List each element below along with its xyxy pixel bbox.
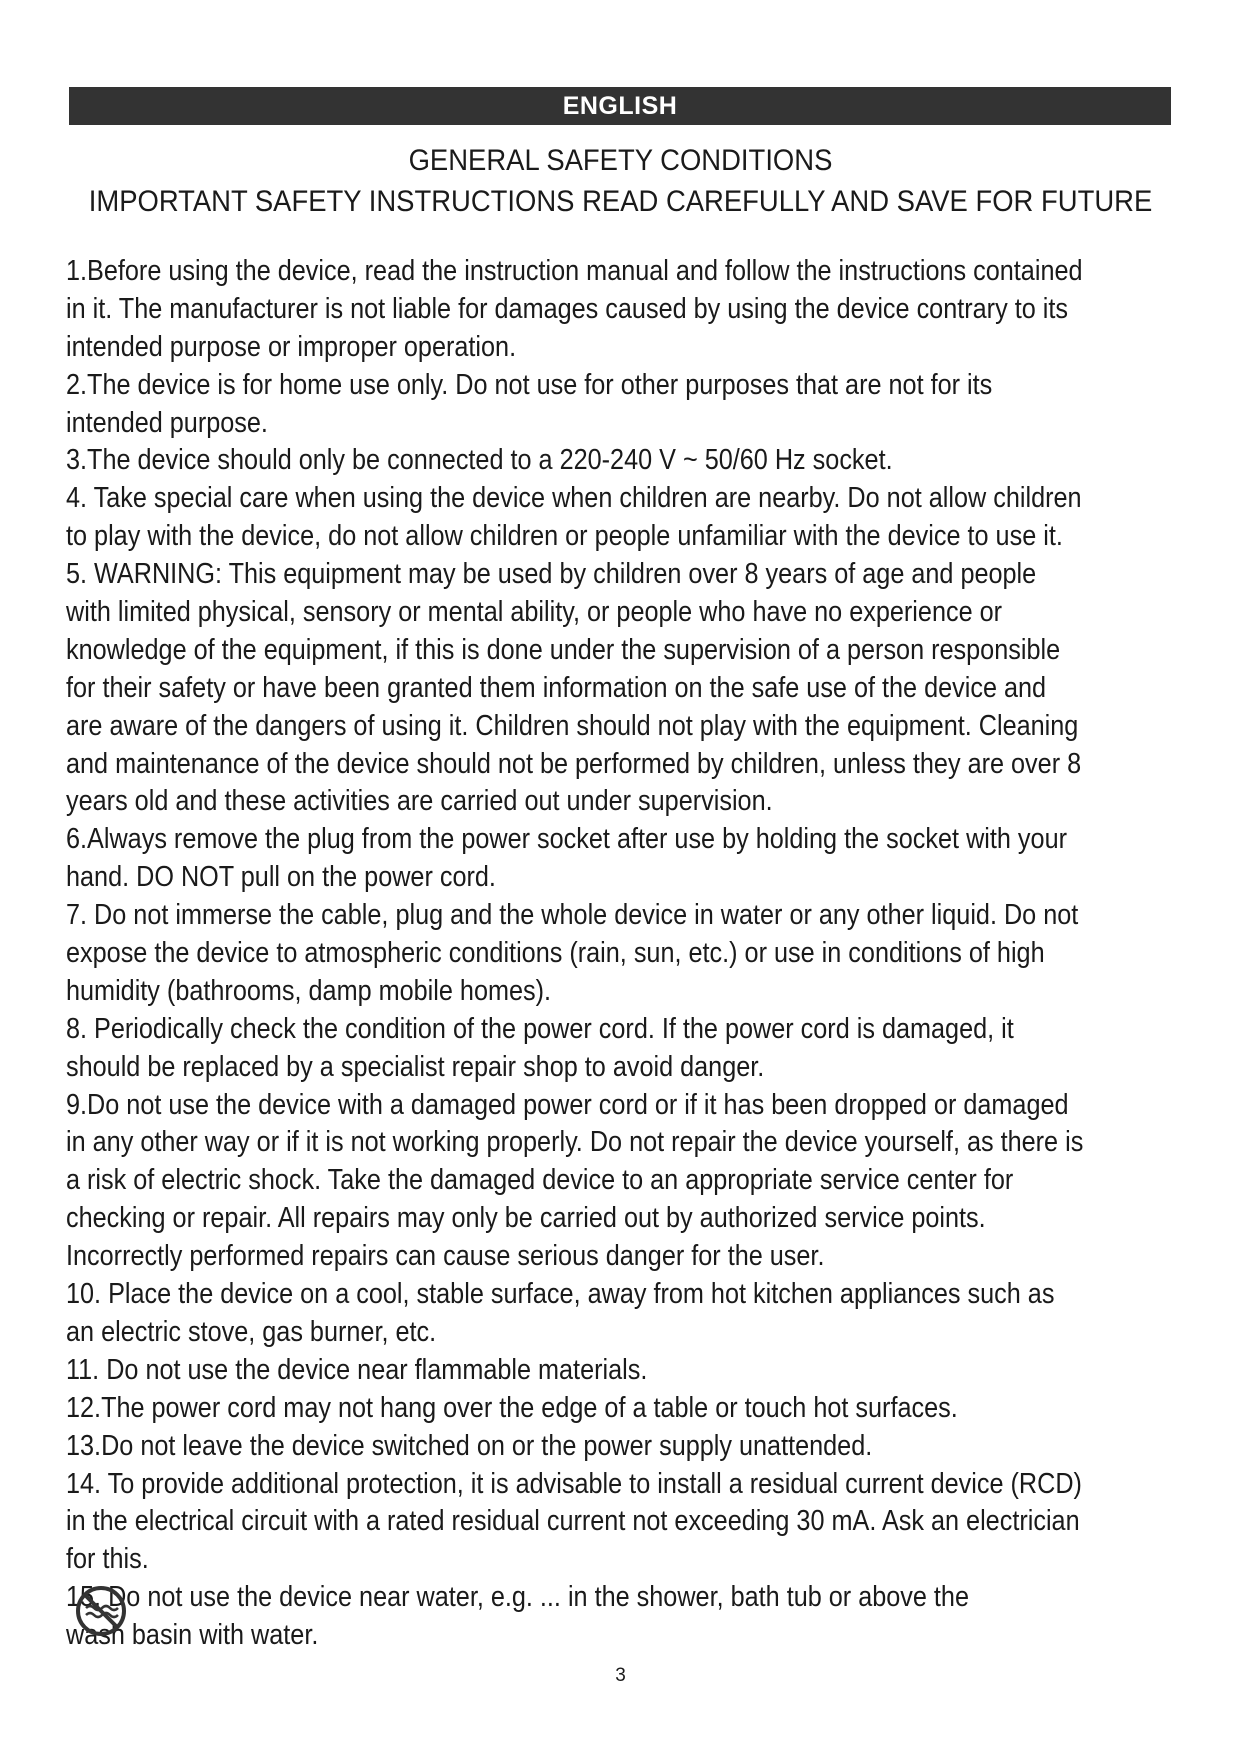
text-line: and maintenance of the device should not be performed by children, unless they are over 8 — [66, 747, 1082, 780]
text-line: 6.Always remove the plug from the power socket after use by holding the socket with your — [66, 823, 1068, 856]
text-line: knowledge of the equipment, if this is done under the supervision of a person responsible — [66, 633, 1061, 666]
no-water-icon — [74, 1584, 128, 1638]
text-line: 1.Before using the device, read the instruction manual and follow the instructions contained — [66, 255, 1083, 287]
text-line: in the electrical circuit with a rated residual current not exceeding 30 mA. Ask an electrician — [66, 1505, 1080, 1538]
text-line: 5. WARNING: This equipment may be used by children over 8 years of age and people — [66, 558, 1037, 591]
text-line: in it. The manufacturer is not liable for damages caused by using the device contrary to its — [66, 292, 1068, 325]
text-line: intended purpose. — [66, 406, 268, 439]
text-line: in any other way or if it is not working properly. Do not repair the device yourself, as there is — [66, 1126, 1084, 1159]
text-line: years old and these activities are carried out under supervision. — [66, 785, 773, 818]
text-line: 11. Do not use the device near flammable materials. — [66, 1353, 648, 1386]
text-line: 13.Do not leave the device switched on or the power supply unattended. — [66, 1429, 873, 1462]
text-line: a risk of electric shock. Take the damaged device to an appropriate service center for — [66, 1164, 1014, 1197]
text-line: 9.Do not use the device with a damaged power cord or if it has been dropped or damaged — [66, 1088, 1069, 1121]
title-line-1: GENERAL SAFETY CONDITIONS — [408, 144, 833, 177]
section-title — [81, 140, 1161, 222]
title-line-2: IMPORTANT SAFETY INSTRUCTIONS READ CAREFULLY AND SAVE FOR FUTURE — [88, 185, 1153, 218]
text-line: 8. Periodically check the condition of the power cord. If the power cord is damaged, it — [66, 1012, 1014, 1045]
text-line: 2.The device is for home use only. Do not use for other purposes that are not for its — [66, 368, 993, 401]
text-line: 10. Place the device on a cool, stable surface, away from hot kitchen appliances such as — [66, 1278, 1055, 1311]
text-line: to play with the device, do not allow children or people unfamiliar with the device to use it. — [66, 520, 1063, 553]
language-header-bar: ENGLISH — [69, 87, 1171, 125]
text-line: wash basin with water. — [66, 1619, 319, 1652]
text-line: are aware of the dangers of using it. Children should not play with the equipment. Cleaning — [66, 709, 1079, 742]
text-line: should be replaced by a specialist repair shop to avoid danger. — [66, 1050, 765, 1083]
text-line: checking or repair. All repairs may only be carried out by authorized service points. — [66, 1202, 986, 1235]
text-line: for their safety or have been granted them information on the safe use of the device and — [66, 671, 1047, 704]
text-line: for this. — [66, 1543, 149, 1576]
page-number: 3 — [615, 1665, 626, 1686]
text-line: 14. To provide additional protection, it is advisable to install a residual current device (RCD) — [66, 1467, 1082, 1500]
text-line: expose the device to atmospheric conditions (rain, sun, etc.) or use in conditions of high — [66, 937, 1045, 970]
text-line: 7. Do not immerse the cable, plug and the whole device in water or any other liquid. Do not — [66, 899, 1079, 932]
text-line: 4. Take special care when using the device when children are nearby. Do not allow children — [66, 482, 1082, 515]
text-line: hand. DO NOT pull on the power cord. — [66, 861, 496, 894]
text-line: 15. Do not use the device near water, e.g. ... in the shower, bath tub or above the — [66, 1581, 969, 1614]
text-line: Incorrectly performed repairs can cause serious danger for the user. — [66, 1240, 825, 1273]
text-line: 3.The device should only be connected to a 220-240 V ~ 50/60 Hz socket. — [66, 444, 893, 477]
text-line: an electric stove, gas burner, etc. — [66, 1315, 437, 1348]
text-line: 12.The power cord may not hang over the edge of a table or touch hot surfaces. — [66, 1391, 958, 1424]
safety-instructions-text — [66, 253, 1109, 1655]
text-line: with limited physical, sensory or mental ability, or people who have no experience or — [66, 596, 1003, 629]
text-line: humidity (bathrooms, damp mobile homes). — [66, 974, 552, 1007]
text-line: intended purpose or improper operation. — [66, 330, 517, 363]
